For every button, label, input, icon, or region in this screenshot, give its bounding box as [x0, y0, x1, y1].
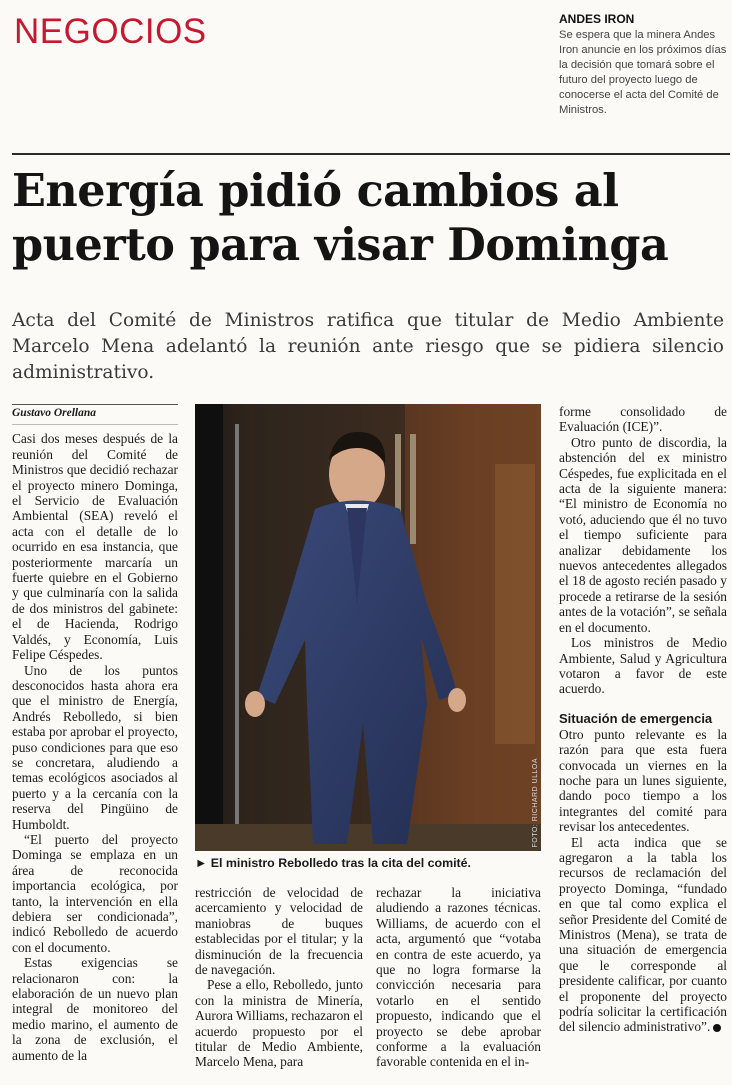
photo-minister-icon: [195, 404, 541, 851]
paragraph: Otro punto relevante es la razón para que esta fuera convocada un viernes en la noche para un lunes siguiente, dando poco tiempo a los integrantes del comité para revisar los antecedentes.: [559, 726, 727, 835]
photo-caption: [195, 856, 541, 870]
column-3: [376, 885, 541, 1070]
photo-credit: FOTO: RICHARD ULLOA: [532, 757, 539, 847]
paragraph: forme consolidado de Evaluación (ICE)”.: [559, 404, 727, 435]
section-divider: [12, 153, 730, 155]
column-4: [559, 404, 727, 1035]
paragraph: Otro punto de discordia, la abstención del ex ministro Céspedes, fue explicitada en el acta de la siguiente manera: “El ministro de Economía no votó, aduciendo que él no tuvo el tiempo suficiente para analizar debidamente los nuevos antecedentes allegados el 18 de agosto recién pasado y procede a retirarse de la sesión antes de la votación”, se señala en el documento.: [559, 434, 727, 635]
headline: Energía pidió cambios al puerto para visar Dominga: [12, 165, 669, 271]
paragraph: “El puerto del proyecto Dominga se emplaza en un área de reconocida importancia ecológica, por tanto, la intervención en ella debiera ser condicionada”, indicó Rebolledo de acuerdo con el documento.: [12, 831, 178, 955]
caption-arrow-icon: ►: [195, 856, 208, 870]
article-photo: [195, 404, 541, 851]
sidebar-note: [559, 12, 727, 118]
column-2: [195, 885, 363, 1070]
caption-text: El ministro Rebolledo tras la cita del comité.: [210, 856, 471, 870]
deck: Acta del Comité de Ministros ratifica que titular de Medio Ambiente Marcelo Mena adelantó la reunión ante riesgo que se pidiera silencio administrativo.: [12, 310, 724, 383]
paragraph: Casi dos meses después de la reunión del Comité de Ministros que decidió rechazar el proyecto minero Dominga, el Servicio de Evaluación Ambiental (SEA) reveló el acta con el detalle de lo ocurrido en esa instancia, que posteriormente marcaría un fuerte quiebre en el Gobierno y que culminaría con la salida de dos ministros del gabinete: el de Hacienda, Rodrigo Valdés, y Economía, Luis Felipe Céspedes.: [12, 431, 178, 663]
paragraph: Los ministros de Medio Ambiente, Salud y Agricultura votaron a favor de este acuerdo.: [559, 635, 727, 697]
paragraph: [559, 835, 727, 1035]
column-1: [12, 404, 178, 1063]
paragraph: Uno de los puntos desconocidos hasta ahora era que el ministro de Energía, Andrés Rebolledo, si bien estaba por aprobar el proyecto, puso condiciones para que eso se concretara, aludiendo a temas ecológicos asociados al puerto y a la cercanía con la reserva del Pingüino de Humboldt.: [12, 662, 178, 832]
byline: Gustavo Orellana: [12, 404, 178, 425]
section-title: NEGOCIOS: [14, 12, 207, 51]
paragraph: Pese a ello, Rebolledo, junto con la ministra de Minería, Aurora Williams, rechazaron el acuerdo propuesto por el titular de Medio Ambiente, Marcelo Mena, para: [195, 977, 364, 1070]
subhead: Situación de emergencia: [559, 710, 713, 726]
sidebar-title: ANDES IRON: [559, 12, 635, 26]
paragraph: rechazar la iniciativa aludiendo a razones técnicas. Williams, de acuerdo con el acta, argumentó que “votaba en contra de este acuerdo, ya que no logra formarse la convicción necesaria para votarlo en el sentido propuesto, indicando que el proyecto se debe aprobar conforme a la evaluación favorable contenida en el in-: [376, 885, 541, 1070]
sidebar-text: Se espera que la minera Andes Iron anuncie en los próximos días la decisión que tomará sobre el futuro del proyecto luego de conocerse el acta del Comité de Ministros.: [559, 29, 727, 116]
paragraph: Estas exigencias se relacionaron con: la elaboración de un nuevo plan integral de monitoreo del medio marino, el aumento de la zona de exclusión, el aumento de la: [12, 955, 178, 1063]
end-mark-icon: [713, 1024, 721, 1032]
paragraph: restricción de velocidad de acercamiento y velocidad de maniobras de buques establecidas por el titular; y la disminución de la frecuencia de navegación.: [195, 885, 363, 978]
paragraph-text: El acta indica que se agregaron a la tabla los recursos de reclamación del proyecto Dominga, “fundado en que tal como explica el señor Presidente del Comité de Ministros (Mena), se trata de una situación de emergencia que le corresponde al presidente calificar, por cuanto el proponente del proyecto podría solicitar la certificación del silencio administrativo”.: [559, 834, 727, 1035]
